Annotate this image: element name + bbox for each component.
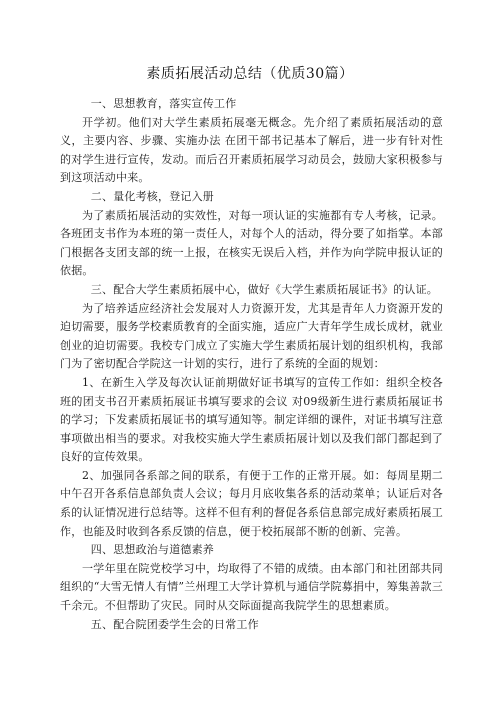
body-paragraph: 一学年里在院党校学习中，均取得了不错的成绩。由本部门和社团部共同组织的“大雪无情人有情”兰州理工大学计算机与通信学院募捐中，筹集善款三千余元。不但帮助了灾民。同时从交际面提高我院学生的思想素质。 [60,561,443,613]
body-paragraph: 2、加强同各系部之间的联系，有便于工作的正常开展。如：每周星期二中午召开各系信息部负责人会议；每月月底收集各系的活动菜单；认证后对各系的认证情况进行总结等。这样不但有利的督促各系信息部完成好素质拓展工作，也能及时收到各系反馈的信息，便于校拓展部不断的创新、完善。 [60,468,443,538]
document-body [60,95,443,634]
section-heading: 三、配合大学生素质拓展中心，做好《大学生素质拓展证书》的认证。 [90,282,438,296]
section-heading: 五、配合院团委学生会的日常工作 [90,617,259,631]
section-heading: 二、量化考核，登记入册 [90,189,214,203]
body-paragraph: 开学初。他们对大学生素质拓展毫无概念。先介绍了素质拓展活动的意义，主要内容、步骤、实施办法 在团干部书记基本了解后，进一步有针对性的对学生进行宣传，发动。而后召开素质拓展学习动员会，鼓励大家积极参与到这项活动中来。 [60,115,443,185]
body-paragraph: 为了素质拓展活动的实效性，对每一项认证的实施都有专人考核，记录。各班团支书作为本班的第一责任人，对每个人的活动，得分要了如指掌。本部门根据各支团支部的统一上报，在核实无误后入档，并作为向学院申报认证的依据。 [60,208,443,278]
body-paragraph: 为了培养适应经济社会发展对人力资源开发，尤其是青年人力资源开发的迫切需要，服务学校素质教育的全面实施，适应广大青年学生成长成材，就业创业的迫切需要。我校专门成立了实施大学生素质拓展计划的组织机构，我部门为了密切配合学院这一计划的实行，进行了系统的全面的规划： [60,301,443,371]
body-paragraph: 1、在新生入学及每次认证前期做好证书填写的宣传工作如：组织全校各班的团支书召开素质拓展证书填写要求的会议 对09级新生进行素质拓展证书的学习；下发素质拓展证书的填写通知等。制定详细的课件，对证书填写注意事项做出相当的要求。对我校实施大学生素质拓展计划以及我们部门都起到了良好的宣传效果。 [60,375,443,464]
section-heading: 四、思想政治与道德素养 [90,543,214,557]
section-heading: 一、思想教育，落实宣传工作 [90,97,237,110]
document-title: 素质拓展活动总结（优质30篇） [146,66,354,82]
